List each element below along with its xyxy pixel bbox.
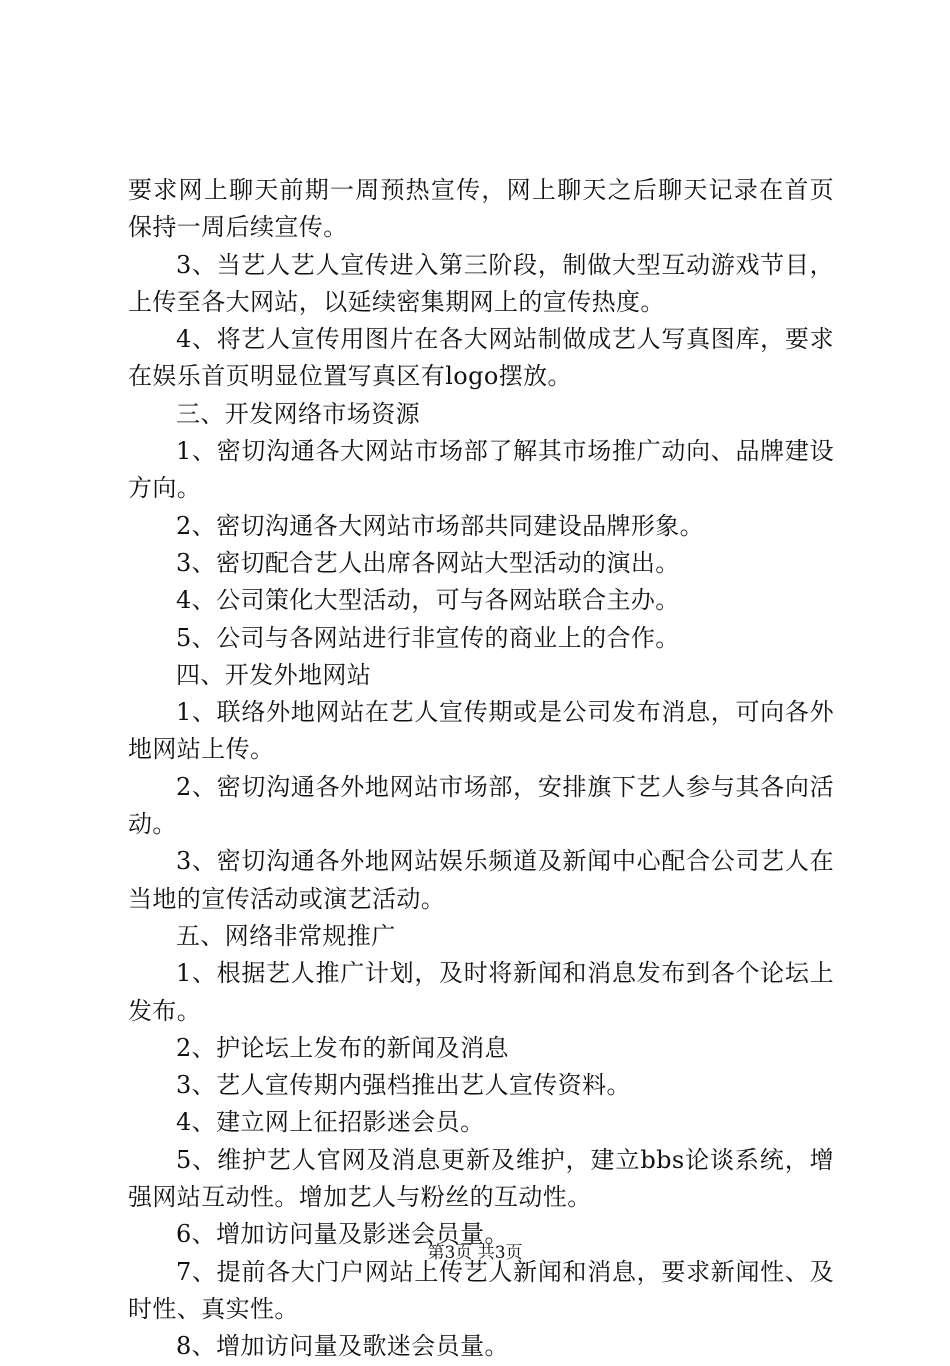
paragraph-12: 3、密切沟通各外地网站娱乐频道及新闻中心配合公司艺人在当地的宣传活动或演艺活动。 [128, 847, 834, 913]
paragraph-7: 4、公司策化大型活动，可与各网站联合主办。 [176, 586, 680, 615]
paragraph-18: 5、维护艺人官网及消息更新及维护，建立bbs论谈系统，增强网站互动性。增加艺人与粉丝的互动性。 [128, 1145, 834, 1212]
paragraph-0: 要求网上聊天前期一周预热宣传，网上聊天之后聊天记录在首页保持一周后续宣传。 [128, 176, 834, 242]
paragraph-17: 4、建立网上征招影迷会员。 [176, 1108, 485, 1137]
paragraph-21: 8、增加访问量及歌迷会员量。 [176, 1332, 509, 1361]
page-number-label: 第3页 共3页 [427, 1243, 523, 1263]
paragraph-6: 3、密切配合艺人出席各网站大型活动的演出。 [176, 548, 680, 577]
paragraph-5: 2、密切沟通各大网站市场部共同建设品牌形象。 [176, 511, 705, 540]
paragraph-4: 1、密切沟通各大网站市场部了解其市场推广动向、品牌建设方向。 [128, 437, 834, 503]
paragraph-20: 7、提前各大门户网站上传艺人新闻和消息，要求新闻性、及时性、真实性。 [128, 1257, 834, 1323]
paragraph-8: 5、公司与各网站进行非宣传的商业上的合作。 [176, 623, 680, 652]
document-body [128, 172, 834, 1366]
paragraph-19: 6、增加访问量及影迷会员量。 [176, 1220, 509, 1249]
paragraph-10: 1、联络外地网站在艺人宣传期或是公司发布消息，可向各外地网站上传。 [128, 698, 834, 764]
paragraph-15: 2、护论坛上发布的新闻及消息 [176, 1033, 509, 1062]
section-heading-4: 四、开发外地网站 [176, 660, 372, 689]
page-footer [0, 1242, 950, 1264]
section-heading-3: 三、开发网络市场资源 [176, 399, 420, 428]
paragraph-2: 4、将艺人宣传用图片在各大网站制做成艺人写真图库，要求在娱乐首页明显位置写真区有logo摆放。 [128, 325, 834, 391]
section-heading-5: 五、网络非常规推广 [176, 921, 396, 950]
paragraph-16: 3、艺人宣传期内强档推出艺人宣传资料。 [176, 1071, 631, 1100]
paragraph-11: 2、密切沟通各外地网站市场部，安排旗下艺人参与其各向活动。 [128, 772, 834, 839]
paragraph-14: 1、根据艺人推广计划，及时将新闻和消息发布到各个论坛上发布。 [128, 959, 834, 1025]
paragraph-1: 3、当艺人艺人宣传进入第三阶段，制做大型互动游戏节目，上传至各大网站，以延续密集期网上的宣传热度。 [128, 250, 834, 316]
